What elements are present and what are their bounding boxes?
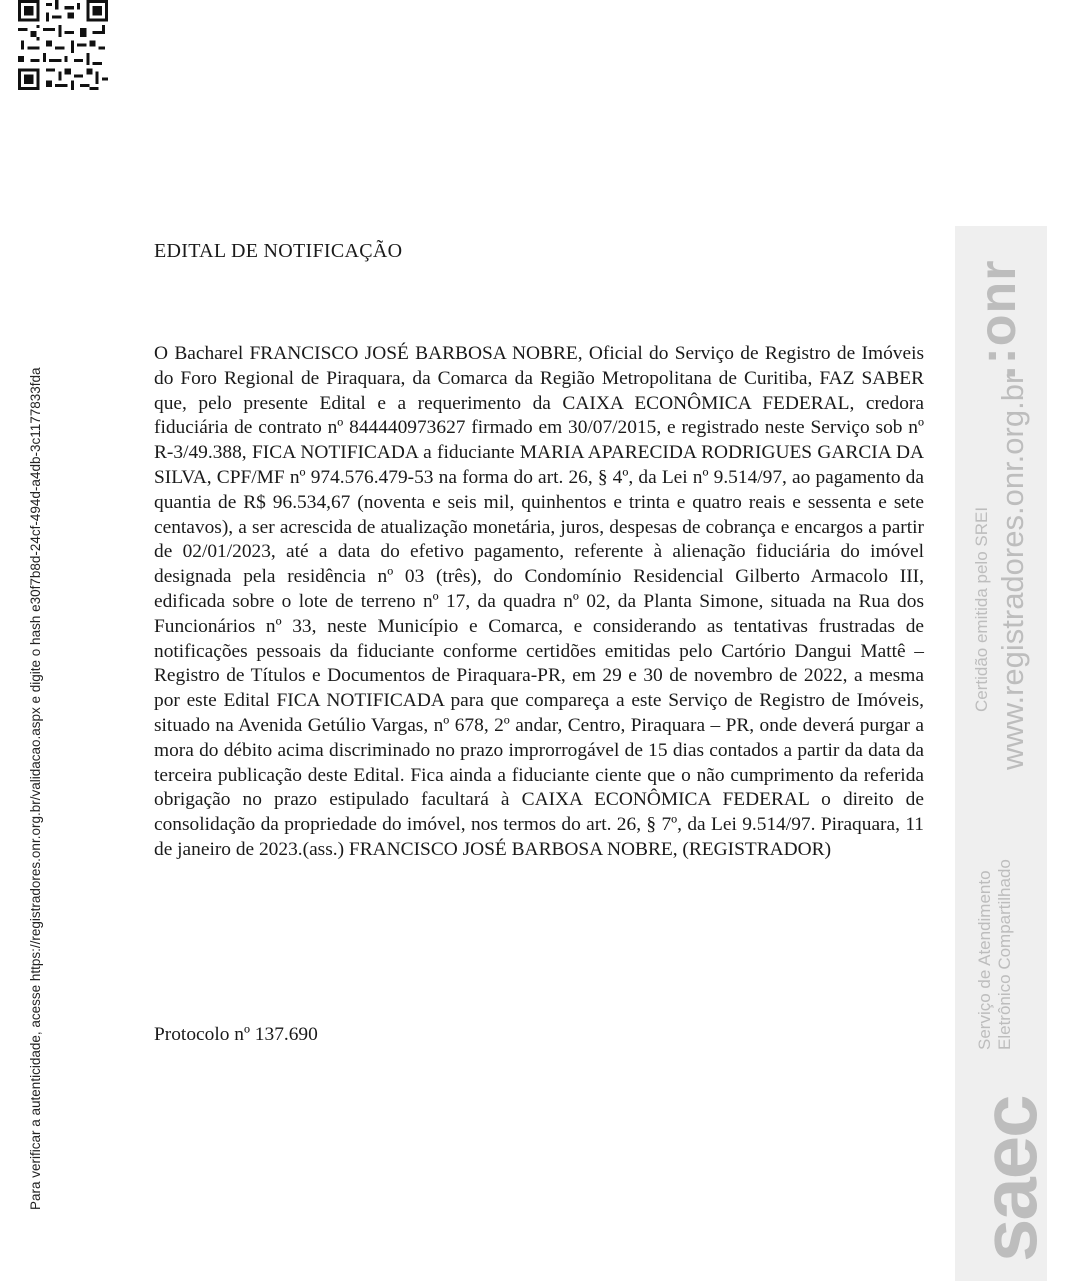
protocol-number: Protocolo nº 137.690 — [154, 1024, 318, 1045]
saec-logo: saec — [965, 1096, 1053, 1262]
qr-code — [18, 0, 108, 90]
onr-logo: .:onr — [969, 259, 1027, 380]
watermark-servico-line2: Eletrônico Compartilhado — [995, 859, 1014, 1050]
watermark-website: www.registradores.onr.org.br — [995, 373, 1030, 770]
watermark-certidao: Certidão emitida pelo SREI — [972, 506, 991, 712]
watermark-servico-line1: Serviço de Atendimento — [975, 870, 994, 1050]
watermark-servico — [975, 859, 1015, 1050]
verification-note: Para verificar a autenticidade, acesse https://registradores.onr.org.br/validacao.aspx e digite o hash e30f7b8d-24cf-494d-a4db-3c1177833fda — [28, 367, 43, 1210]
document-title: EDITAL DE NOTIFICAÇÃO — [154, 240, 403, 262]
document-body: O Bacharel FRANCISCO JOSÉ BARBOSA NOBRE, Oficial do Serviço de Registro de Imóveis do Foro Regional de Piraquara, da Comarca da Região Metropolitana de Curitiba, FAZ SABER que, pelo presente Edital e a requerimento da CAIXA ECONÔMICA FEDERAL, credora fiduciária de contrato nº 844440973627 firmado em 30/07/2015, e registrado neste Serviço sob nº R-3/49.388, FICA NOTIFICADA a fiduciante MARIA APARECIDA RODRIGUES GARCIA DA SILVA, CPF/MF nº 974.576.479-53 na forma do art. 26, § 4º, da Lei nº 9.514/97, ao pagamento da quantia de R$ 96.534,67 (noventa e seis mil, quinhentos e trinta e quatro reais e sessenta e sete centavos), a ser acrescida de atualização monetária, juros, despesas de cobrança e encargos a partir de 02/01/2023, até a data do efetivo pagamento, referente à alienação fiduciária do imóvel designada pela residência nº 03 (três), do Condomínio Residencial Gilberto Armacolo III, edificada sobre o lote de terreno nº 17, da quadra nº 02, da Planta Simone, situada na Rua dos Funcionários nº 33, neste Município e Comarca, e considerando as tentativas frustradas de notificações pessoais da fiduciante conforme certidões emitidas pelo Cartório Dangui Mattê – Registro de Títulos e Documentos de Piraquara-PR, em 29 e 30 de novembro de 2022, a mesma por este Edital FICA NOTIFICADA para que compareça a este Serviço de Registro de Imóveis, situado na Avenida Getúlio Vargas, nº 678, 2º andar, Centro, Piraquara – PR, onde deverá purgar a mora do débito acima discriminado no prazo improrrogável de 15 dias contados a partir da data da terceira publicação deste Edital. Fica ainda a fiduciante ciente que o não cumprimento da referida obrigação no prazo estipulado facultará à CAIXA ECONÔMICA FEDERAL o direito de consolidação da propriedade do imóvel, nos termos do art. 26, § 7º, da Lei 9.514/97. Piraquara, 11 de janeiro de 2023.(ass.) FRANCISCO JOSÉ BARBOSA NOBRE, (REGISTRADOR) — [154, 343, 924, 860]
